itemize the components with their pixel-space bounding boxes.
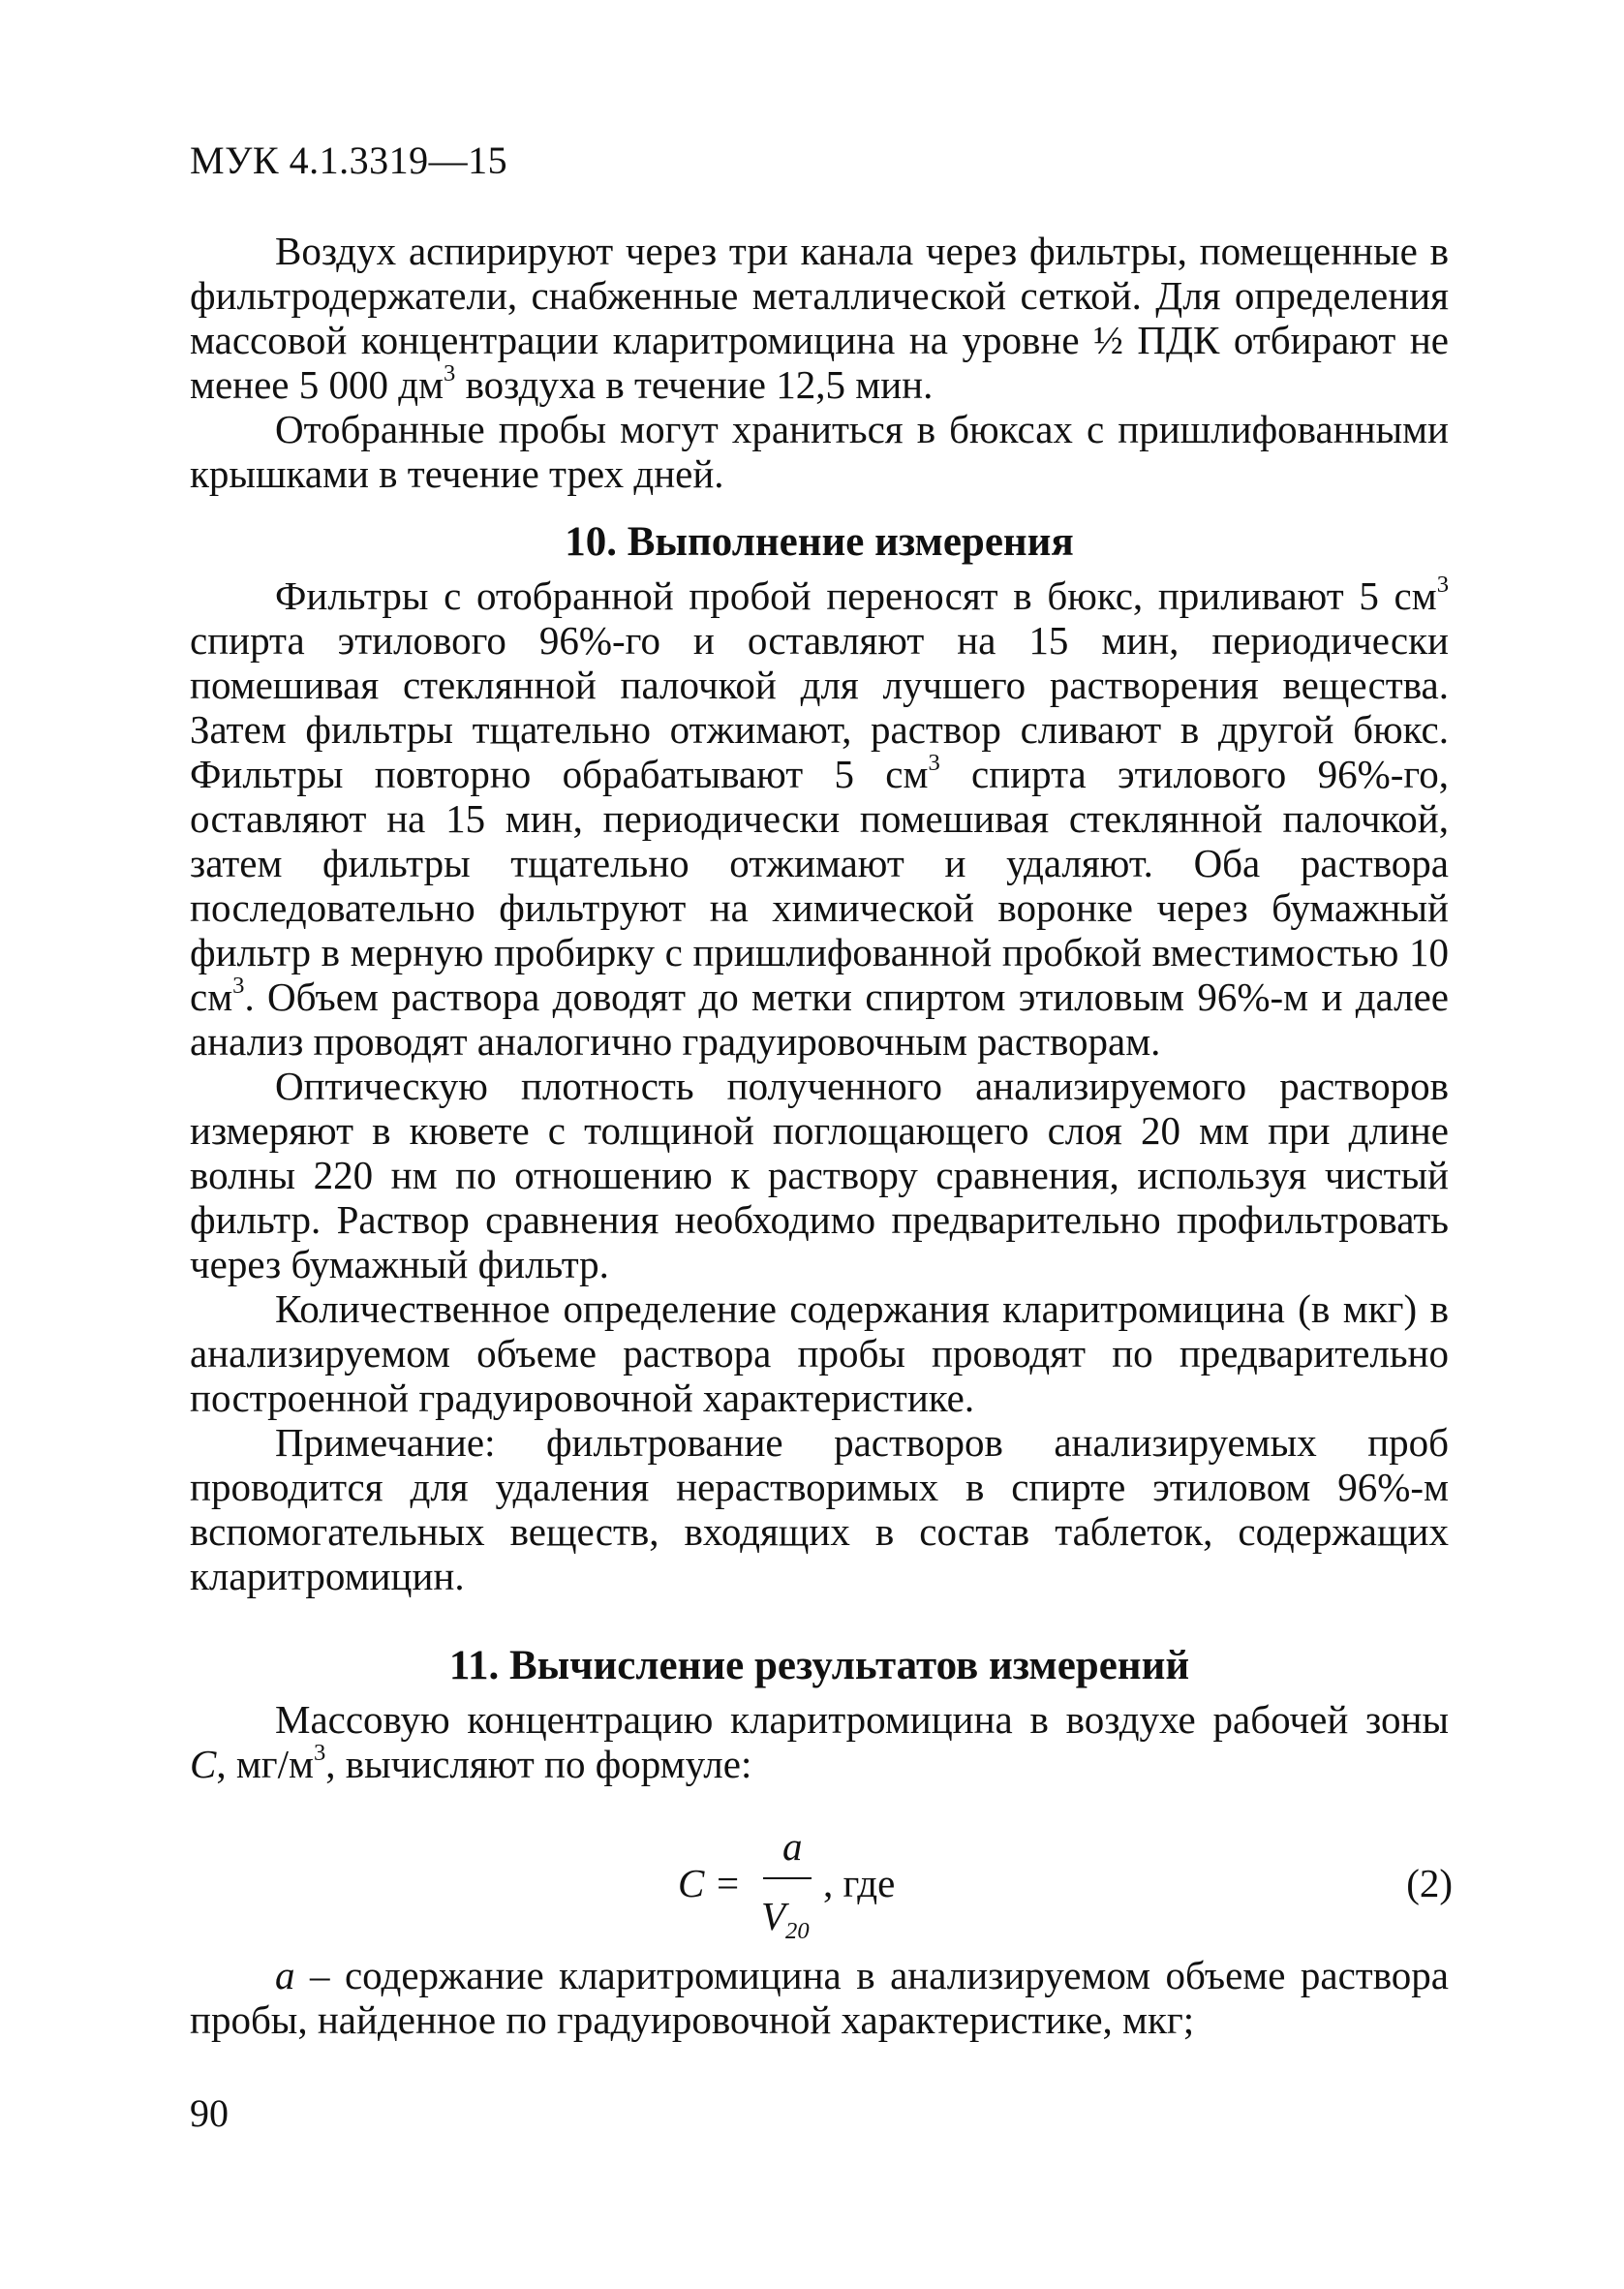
paragraph-concentration-intro: Массовую концентрацию кларитромицина в воздухе рабочей зоны С, $мг/м^3$, вычисляют по формуле: — [190, 1697, 1449, 1786]
section-11-definitions — [190, 1953, 1449, 2042]
section-10-title: 10. Выполнение измерения — [565, 519, 1074, 565]
paragraph-optical-density: Оптическую плотность полученного анализируемого растворов измеряют в кювете с толщиной поглощающего слоя 20 мм при длине волны 220 нм по отношению к раствору сравнения, используя чистый фильтр. Раствор сравнения необходимо предварительно профильтровать через бумажный фильтр. — [190, 1064, 1449, 1286]
formula-numerator: а — [782, 1824, 803, 1869]
formula-2 — [678, 1823, 1453, 1945]
paragraph-measurement-procedure: Фильтры с отобранной пробой переносят в бюкс, приливают 5 $см^3$ спирта этилового 96%-го и оставляют на 15 мин, периодически помешивая стеклянной палочкой для лучшего растворения вещества. Затем фильтры тщательно отжимают, раствор сливают в другой бюкс. Фильтры повторно обрабатывают 5 $см^3$ спирта этилового 96%-го, оставляют на 15 мин, периодически помешивая стеклянной палочкой, затем фильтры тщательно отжимают и удаляют. Оба раствора последовательно фильтруют на химической воронке через бумажный фильтр в мерную пробирку с пришлифованной пробкой вместимостью 10 $см^3$. Объем раствора доводят до метки спиртом этиловым 96%-м и далее анализ проводят аналогично градуировочным растворам. — [190, 572, 1449, 1064]
section-11-intro — [190, 1697, 1449, 1786]
section-11-title: 11. Вычисление результатов измерений — [448, 1643, 1190, 1688]
paragraph-sample-storage: Отобранные пробы могут храниться в бюксах с пришлифованными крышками в течение трех дней. — [190, 407, 1449, 496]
formula-denominator: $V_{20}$ — [761, 1894, 810, 1945]
document-header: МУК 4.1.3319—15 — [190, 139, 508, 182]
section-10-body — [190, 573, 1449, 1598]
paragraph-definition-a: а – содержание кларитромицина в анализируемом объеме раствора пробы, найденное по градуировочной характеристике, мкг; — [190, 1953, 1449, 2042]
paragraph-air-sampling: Воздух аспирируют через три канала через фильтры, помещенные в фильтродержатели, снабженные металлической сеткой. Для определения массовой концентрации кларитромицина на уровне ½ ПДК отбирают не менее 5 000 $дм^3$ воздуха в течение 12,5 мин. — [190, 229, 1449, 407]
paragraph-quantitative: Количественное определение содержания кларитромицина (в мкг) в анализируемом объеме раствора пробы проводят по предварительно построенной градуировочной характеристике. — [190, 1286, 1449, 1420]
paragraph-note: Примечание: фильтрование растворов анализируемых проб проводится для удаления нерастворимых в спирте этиловом 96%-м вспомогательных веществ, входящих в состав таблеток, содержащих кларитромицин. — [190, 1420, 1449, 1598]
top-paragraphs — [190, 229, 1449, 496]
formula-fraction-bar — [763, 1877, 812, 1879]
formula-lhs: С — [678, 1861, 705, 1905]
formula-number: (2) — [1406, 1861, 1453, 1905]
formula-equals: = — [717, 1861, 740, 1905]
formula-tail: , где — [823, 1861, 896, 1905]
page-number: 90 — [190, 2091, 229, 2135]
